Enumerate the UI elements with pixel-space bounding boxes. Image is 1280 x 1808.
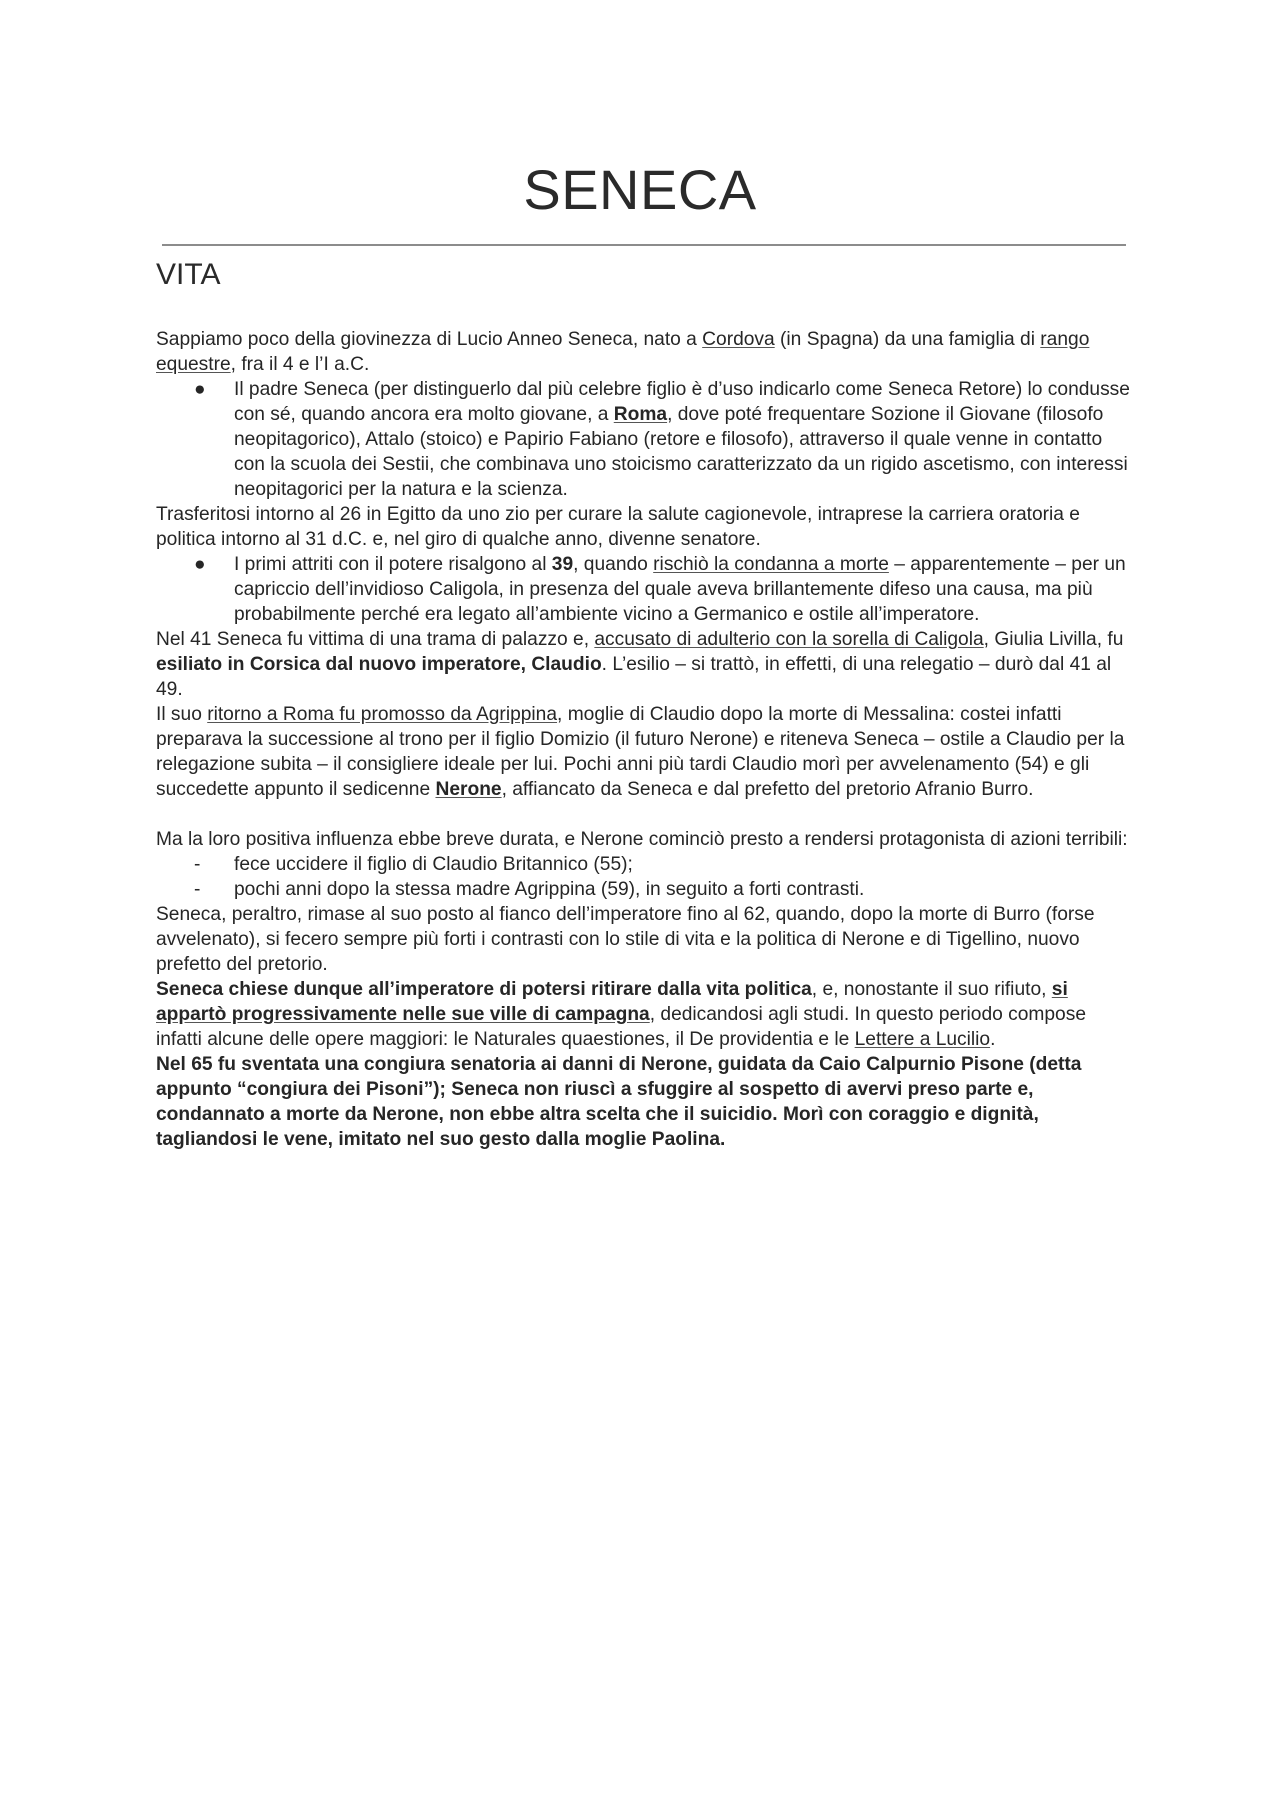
dash-item: - fece uccidere il figlio di Claudio Britannico (55); [194,854,633,875]
paragraph: Il suo ritorno a Roma fu promosso da Agrippina, moglie di Claudio dopo la morte di Messalina: costei infatti preparava la successione al trono per il figlio Domizio (il futuro Nerone) e riteneva Seneca – ostile a Claudio per la relegazione subita – il consigliere ideale per lui. Pochi anni più tardi Claudio morì per avvelenamento (54) e gli succedette appunto il sedicenne Nerone, affiancato da Seneca e dal prefetto del pretorio Afranio Burro. [156,704,1125,800]
underlined-text: rischiò la condanna a morte [653,554,889,575]
dash-icon: - [194,854,201,875]
underlined-text: Lettere a Lucilio [854,1029,991,1050]
paragraph: Nel 41 Seneca fu vittima di una trama di palazzo e, accusato di adulterio con la sorella di Caligola, Giulia Livilla, fu esiliato in Corsica dal nuovo imperatore, Claudio. L’esilio – si trattò, in effetti, di una relegatio – durò dal 41 al 49. [156,629,1124,700]
bullet-item: ● Il padre Seneca (per distinguerlo dal più celebre figlio è d’uso indicarlo come Seneca Retore) lo condusse con sé, quando ancora era molto giovane, a Roma, dove poté frequentare Sozione il Giovane (filosofo neopitagorico), Attalo (stoico) e Papirio Fabiano (retore e filosofo), attraverso il quale venne in contatto con la scuola dei Sestii, che combinava uno stoicismo caratterizzato da un rigido ascetismo, con interessi neopitagorici per la natura e la scienza. [194,379,1130,500]
section-heading: VITA [156,258,221,291]
underlined-text: Cordova [702,329,775,350]
paragraph-spacer [156,802,1131,827]
bullet-icon: ● [194,379,206,400]
underlined-text: ritorno a Roma fu promosso da Agrippina [207,704,558,725]
underlined-text: accusato di adulterio con la sorella di Caligola [594,629,984,650]
paragraph: Nel 65 fu sventata una congiura senatoria ai danni di Nerone, guidata da Caio Calpurnio Pisone (detta appunto “congiura dei Pisoni”); Seneca non riuscì a sfuggire al sospetto di avervi preso parte e, condannato a morte da Nerone, non ebbe altra scelta che il suicidio. Morì con coraggio e dignità, tagliandosi le vene, imitato nel suo gesto dalla moglie Paolina. [156,1054,1082,1150]
paragraph: Seneca, peraltro, rimase al suo posto al fianco dell’imperatore fino al 62, quando, dopo la morte di Burro (forse avvelenato), si fecero sempre più forti i contrasti con lo stile di vita e la politica di Nerone e di Tigellino, nuovo prefetto del pretorio. [156,904,1095,975]
title-divider [162,244,1126,246]
dash-item: - pochi anni dopo la stessa madre Agrippina (59), in seguito a forti contrasti. [194,879,865,900]
paragraph: Ma la loro positiva influenza ebbe breve durata, e Nerone cominciò presto a rendersi protagonista di azioni terribili: [156,829,1128,850]
underlined-text: Nerone [435,779,502,800]
bullet-icon: ● [194,554,206,575]
underlined-text: Roma [613,404,668,425]
paragraph: Seneca chiese dunque all’imperatore di potersi ritirare dalla vita politica, e, nonostante il suo rifiuto, si appartò progressivamente nelle sue ville di campagna, dedicandosi agli studi. In questo periodo compose infatti alcune delle opere maggiori: le Naturales quaestiones, il De providentia e le Lettere a Lucilio. [156,979,1086,1050]
underlined-text: si appartò progressivamente nelle sue ville di campagna [156,979,1068,1025]
page-title: SENECA [523,158,757,221]
document-body [156,327,1131,1152]
dash-icon: - [194,879,201,900]
paragraph: Trasferitosi intorno al 26 in Egitto da uno zio per curare la salute cagionevole, intraprese la carriera oratoria e politica intorno al 31 d.C. e, nel giro di qualche anno, divenne senatore. [156,504,1080,550]
paragraph: Sappiamo poco della giovinezza di Lucio Anneo Seneca, nato a Cordova (in Spagna) da una famiglia di rango equestre, fra il 4 e l’I a.C. [156,329,1090,375]
bullet-item: ● I primi attriti con il potere risalgono al 39, quando rischiò la condanna a morte – apparentemente – per un capriccio dell’invidioso Caligola, in presenza del quale aveva brillantemente difeso una causa, ma più probabilmente perché era legato all’ambiente vicino a Germanico e ostile all’imperatore. [194,554,1126,625]
underlined-text: rango equestre [156,329,1090,375]
